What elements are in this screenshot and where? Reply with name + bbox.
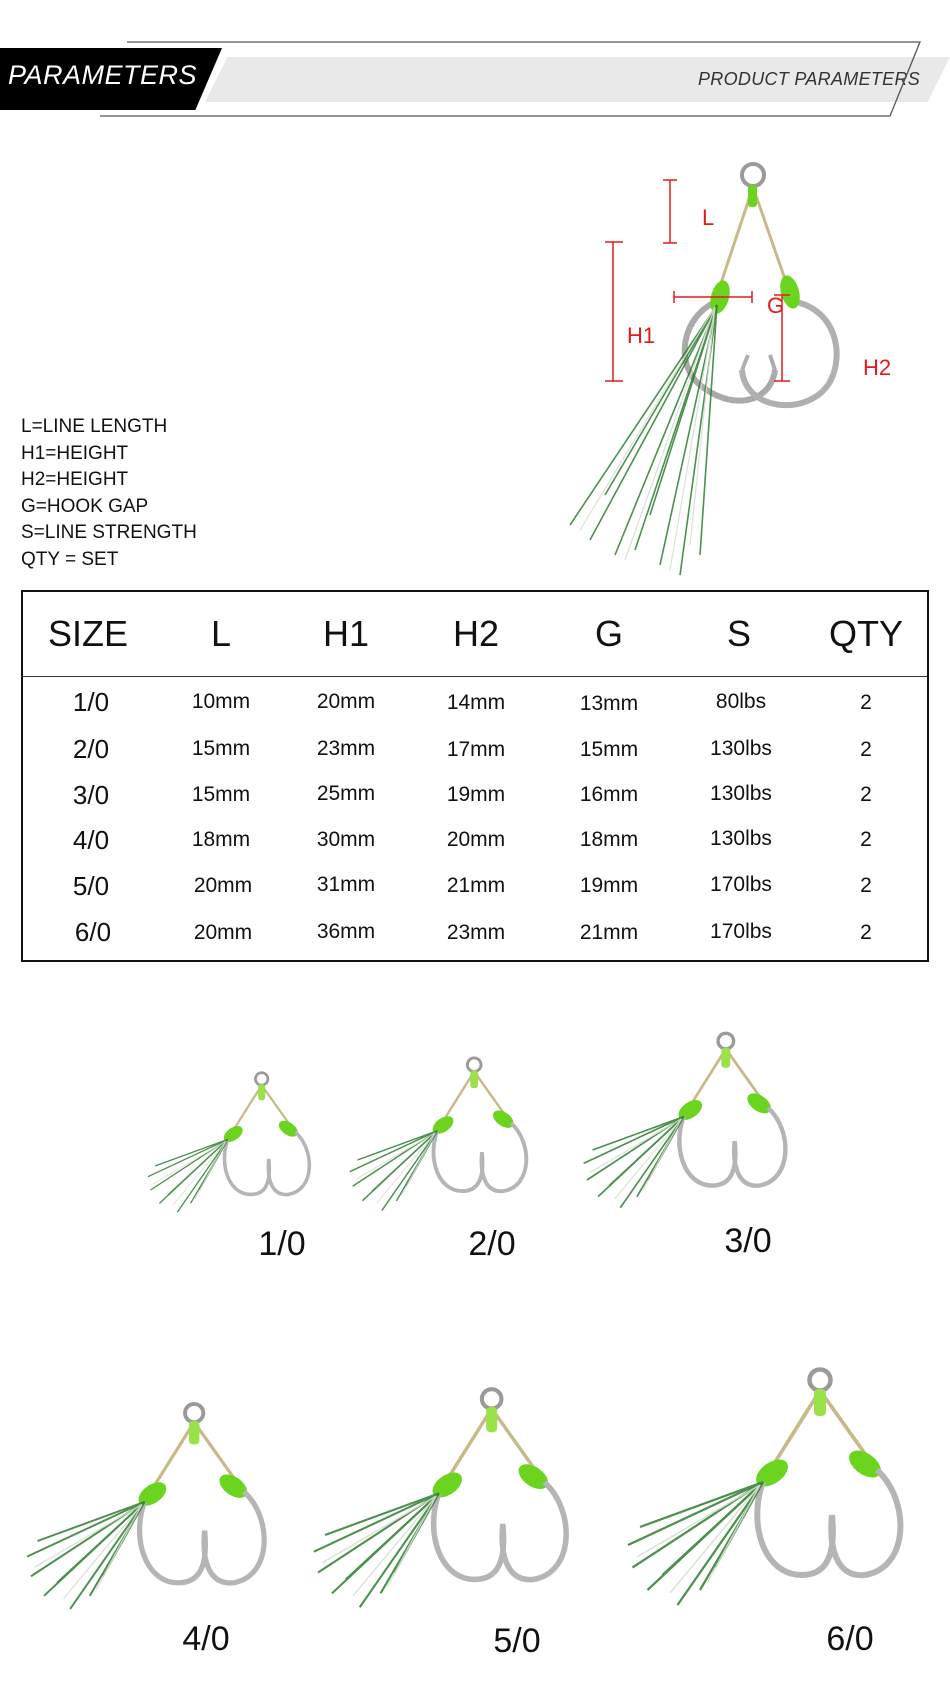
legend-item: QTY = SET: [21, 548, 119, 570]
table-cell: 15mm: [579, 738, 639, 761]
size-label: 2/0: [468, 1225, 516, 1263]
size-label: 6/0: [826, 1620, 874, 1658]
label-h1: H1: [627, 323, 656, 348]
table-cell: 17mm: [446, 738, 506, 761]
size-label: 5/0: [493, 1622, 541, 1660]
table-cell: 2: [860, 783, 872, 806]
table-cell: 21mm: [579, 921, 639, 944]
legend-item: H1=HEIGHT: [21, 442, 129, 464]
header-divider: [23, 676, 927, 677]
table-cell-size: 3/0: [72, 780, 110, 810]
hook-image-2-0: [340, 1055, 550, 1230]
table-cell-size: 2/0: [72, 734, 110, 764]
table-cell: 23mm: [316, 737, 376, 760]
table-cell-size: 6/0: [74, 917, 112, 947]
header-g: G: [594, 613, 623, 654]
table-cell: 18mm: [191, 828, 251, 851]
table-cell: 170lbs: [710, 920, 772, 943]
label-l: L: [702, 205, 715, 230]
legend-item: G=HOOK GAP: [21, 495, 149, 517]
table-cell: 16mm: [579, 783, 639, 806]
table-cell: 130lbs: [710, 782, 772, 805]
table-cell-size: 5/0: [72, 871, 110, 901]
header-qty: QTY: [828, 613, 903, 654]
hook-image-3-0: [575, 1030, 810, 1230]
table-cell: 130lbs: [710, 827, 772, 850]
hook-image-5-0: [305, 1385, 595, 1635]
legend-item: S=LINE STRENGTH: [21, 522, 197, 543]
size-label: 4/0: [182, 1620, 230, 1658]
table-cell: 36mm: [316, 920, 376, 943]
table-cell-size: 1/0: [72, 687, 110, 717]
table-cell: 15mm: [191, 737, 251, 760]
table-cell: 15mm: [191, 783, 251, 806]
table-cell: 80lbs: [715, 690, 767, 713]
legend: [21, 414, 197, 573]
table-cell: 130lbs: [710, 737, 772, 760]
legend-item: H2=HEIGHT: [21, 469, 129, 490]
table-cell: 31mm: [316, 873, 376, 896]
table-cell: 14mm: [446, 691, 506, 714]
label-h2: H2: [863, 355, 892, 380]
table-cell: 170lbs: [710, 873, 772, 896]
table-cell: 10mm: [191, 690, 251, 713]
header-h2: H2: [452, 613, 500, 654]
table-cell: 2: [860, 874, 872, 897]
header-size: SIZE: [47, 613, 128, 654]
table-cell: 2: [860, 921, 872, 944]
table-cell: 13mm: [579, 692, 639, 715]
table-cell: 2: [860, 691, 872, 714]
table-cell: 23mm: [446, 921, 506, 944]
size-label: 3/0: [724, 1222, 772, 1260]
hook-image-1-0: [140, 1070, 330, 1230]
page-title: PARAMETERS: [8, 60, 198, 90]
table-cell: 19mm: [446, 783, 506, 806]
header-s: S: [726, 613, 751, 654]
page-subtitle: PRODUCT PARAMETERS: [698, 69, 921, 89]
table-cell: 30mm: [316, 828, 376, 851]
table-cell: 19mm: [579, 874, 639, 897]
table-cell: 20mm: [446, 828, 506, 851]
label-g: G: [767, 293, 785, 318]
header-banner: [0, 0, 950, 130]
hook-image-6-0: [615, 1365, 935, 1635]
table-cell-size: 4/0: [72, 825, 110, 855]
table-cell: 20mm: [193, 874, 253, 897]
header-frame-lines: [0, 0, 950, 130]
size-label: 1/0: [258, 1225, 306, 1263]
hook-image-4-0: [20, 1400, 290, 1635]
table-cell: 2: [860, 828, 872, 851]
header-h1: H1: [322, 613, 370, 654]
header-l: L: [210, 613, 232, 654]
table-cell: 2: [860, 738, 872, 761]
spec-table: [21, 590, 929, 962]
table-cell: 21mm: [446, 874, 506, 897]
table-cell: 25mm: [316, 782, 376, 805]
table-cell: 20mm: [316, 690, 376, 713]
table-cell: 20mm: [193, 921, 253, 944]
legend-item: L=LINE LENGTH: [21, 416, 168, 437]
table-cell: 18mm: [579, 828, 639, 851]
